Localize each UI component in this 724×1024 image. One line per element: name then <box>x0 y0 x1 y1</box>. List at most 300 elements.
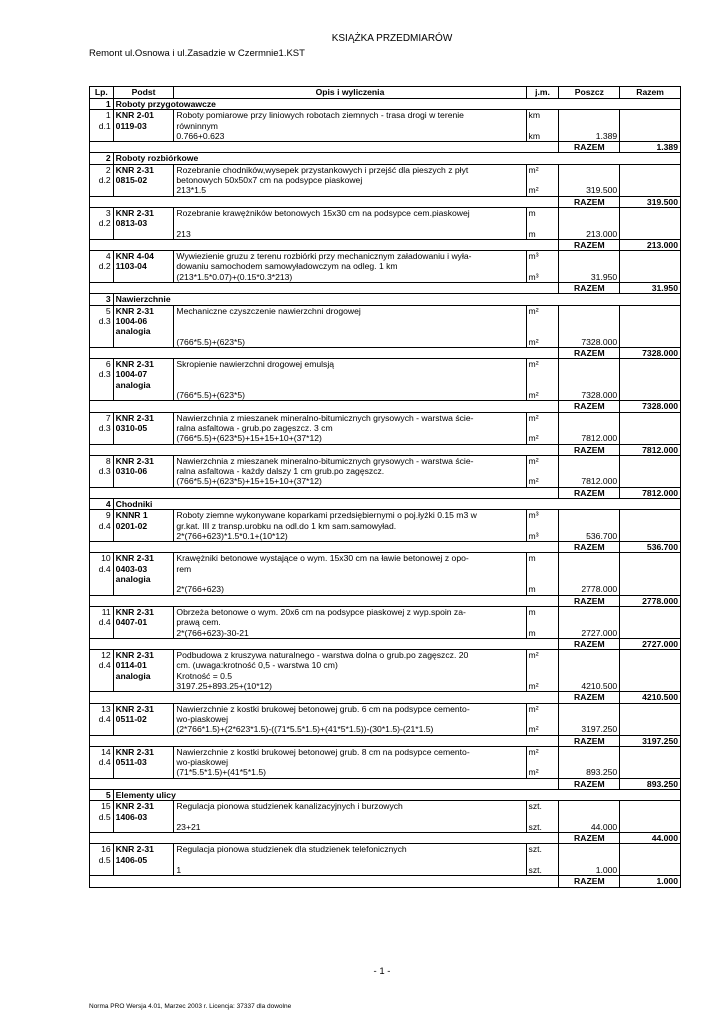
item-unit: m² <box>526 703 559 714</box>
item-calculation: 23+21 <box>174 822 526 833</box>
item-description: Regulacja pionowa studzienek dla studzienek telefonicznych <box>174 844 526 855</box>
cell-empty <box>90 185 114 196</box>
cell-empty <box>620 671 681 681</box>
razem-value: 7328.000 <box>620 401 681 412</box>
table-row <box>90 574 681 584</box>
item-description: Mechaniczne czyszczenie nawierzchni drogowej <box>174 305 526 316</box>
item-number: 1 <box>90 110 114 121</box>
razem-value: 319.500 <box>620 196 681 207</box>
cell-empty <box>90 531 114 542</box>
cell-empty <box>620 229 681 240</box>
item-description: Skropienie nawierzchni drogowej emulsją <box>174 359 526 370</box>
item-dept-ref: d.1 <box>90 121 114 131</box>
cell-empty <box>90 401 559 412</box>
item-unit: m <box>526 553 559 564</box>
item-code: KNR 2-31 <box>113 703 174 714</box>
item-code: 1004-06 <box>113 316 174 326</box>
cell-empty <box>113 185 174 196</box>
razem-label: RAZEM <box>559 542 620 553</box>
item-unit <box>526 175 559 185</box>
item-calc-unit: m³ <box>526 272 559 283</box>
cell-empty <box>559 746 620 757</box>
item-number: 6 <box>90 359 114 370</box>
item-poszcz-value: 1.389 <box>559 131 620 142</box>
item-unit <box>526 326 559 336</box>
razem-value: 1.389 <box>620 142 681 153</box>
table-row <box>90 801 681 812</box>
item-calc-unit: m² <box>526 433 559 444</box>
cell-empty <box>620 650 681 661</box>
table-row <box>90 671 681 681</box>
item-code: 0403-03 <box>113 564 174 574</box>
table-row <box>90 305 681 316</box>
razem-row <box>90 542 681 553</box>
cell-empty <box>90 326 114 336</box>
cell-empty <box>620 359 681 370</box>
document-subtitle: Remont ul.Osnowa i ul.Zasadzie w Czermnie1.KST <box>89 48 305 59</box>
cell-empty <box>620 207 681 218</box>
cell-empty <box>90 876 559 887</box>
item-calc-unit: m² <box>526 681 559 692</box>
cell-empty <box>559 466 620 476</box>
table-header-row <box>90 87 681 99</box>
razem-label: RAZEM <box>559 283 620 294</box>
cell-empty <box>620 724 681 735</box>
calc-row <box>90 681 681 692</box>
cell-empty <box>559 521 620 531</box>
cell-empty <box>620 521 681 531</box>
section-row <box>90 99 681 110</box>
cell-empty <box>620 369 681 379</box>
item-poszcz-value: 1.000 <box>559 865 620 876</box>
item-description: cm. (uwaga:krotność 0,5 - warstwa 10 cm) <box>174 660 526 670</box>
cell-empty <box>559 455 620 466</box>
item-unit: m² <box>526 164 559 175</box>
item-description <box>174 326 526 336</box>
cell-empty <box>559 671 620 681</box>
item-dept-ref: d.3 <box>90 423 114 433</box>
cell-empty <box>90 380 114 390</box>
item-description: Rozebranie chodników,wysepek przystankowych i przejść dla pieszych z płyt <box>174 164 526 175</box>
cell-empty <box>113 628 174 639</box>
razem-label: RAZEM <box>559 487 620 498</box>
item-calculation: (213*1.5*0.07)+(0.15*0.3*213) <box>174 272 526 283</box>
table-row <box>90 606 681 617</box>
item-code: 0114-01 <box>113 660 174 670</box>
item-calculation: (2*766*1.5)+(2*623*1.5)-((71*5.5*1.5)+(41*5*1.5))-(30*1.5)-(21*1.5) <box>174 724 526 735</box>
razem-value: 893.250 <box>620 778 681 789</box>
cell-empty <box>90 833 559 844</box>
table-row <box>90 423 681 433</box>
cell-empty <box>90 433 114 444</box>
razem-value: 7328.000 <box>620 347 681 358</box>
cell-empty <box>90 272 114 283</box>
item-number: 5 <box>90 305 114 316</box>
calc-row <box>90 131 681 142</box>
item-unit <box>526 121 559 131</box>
item-code: 0813-03 <box>113 218 174 228</box>
item-unit <box>526 617 559 627</box>
cell-empty <box>620 628 681 639</box>
item-unit <box>526 660 559 670</box>
calc-row <box>90 531 681 542</box>
item-poszcz-value: 2778.000 <box>559 584 620 595</box>
cell-empty <box>90 778 559 789</box>
cell-empty <box>620 855 681 865</box>
razem-row <box>90 401 681 412</box>
cell-empty <box>90 865 114 876</box>
razem-row <box>90 876 681 887</box>
item-unit <box>526 423 559 433</box>
razem-value: 536.700 <box>620 542 681 553</box>
calc-row <box>90 584 681 595</box>
cell-empty <box>113 724 174 735</box>
cell-empty <box>113 476 174 487</box>
cell-empty <box>559 757 620 767</box>
section-name: Elementy ulicy <box>113 790 680 801</box>
cell-empty <box>620 606 681 617</box>
item-poszcz-value: 7812.000 <box>559 433 620 444</box>
cell-empty <box>113 767 174 778</box>
cell-empty <box>620 175 681 185</box>
item-description <box>174 812 526 822</box>
cell-empty <box>620 131 681 142</box>
item-unit <box>526 671 559 681</box>
section-name: Roboty rozbiórkowe <box>113 153 680 164</box>
item-number: 10 <box>90 553 114 564</box>
razem-value: 7812.000 <box>620 487 681 498</box>
section-number: 1 <box>90 99 114 110</box>
item-unit <box>526 757 559 767</box>
item-code: 1406-03 <box>113 812 174 822</box>
cell-empty <box>559 218 620 228</box>
razem-label: RAZEM <box>559 239 620 250</box>
cell-empty <box>620 767 681 778</box>
col-header-podst: Podst <box>113 87 174 99</box>
table-row <box>90 757 681 767</box>
calc-row <box>90 390 681 401</box>
cell-empty <box>620 660 681 670</box>
cell-empty <box>559 844 620 855</box>
item-calc-unit: m <box>526 584 559 595</box>
cell-empty <box>90 584 114 595</box>
cell-empty <box>90 628 114 639</box>
table-row <box>90 326 681 336</box>
cell-empty <box>90 196 559 207</box>
cell-empty <box>559 574 620 584</box>
razem-row <box>90 595 681 606</box>
item-description: ralna asfaltowa - grub.po zagęszcz. 3 cm <box>174 423 526 433</box>
cell-empty <box>90 574 114 584</box>
item-dept-ref: d.4 <box>90 521 114 531</box>
item-number: 16 <box>90 844 114 855</box>
cell-empty <box>90 131 114 142</box>
cell-empty <box>620 746 681 757</box>
cell-empty <box>559 617 620 627</box>
cell-empty <box>559 326 620 336</box>
item-description: Nawierzchnia z mieszanek mineralno-bitumicznych grysowych - warstwa ście- <box>174 412 526 423</box>
section-number: 2 <box>90 153 114 164</box>
item-description <box>174 218 526 228</box>
item-unit <box>526 855 559 865</box>
item-code: analogia <box>113 574 174 584</box>
table-row <box>90 121 681 131</box>
cell-empty <box>90 487 559 498</box>
item-dept-ref: d.4 <box>90 714 114 724</box>
item-unit <box>526 261 559 271</box>
cell-empty <box>90 476 114 487</box>
item-code: KNR 2-31 <box>113 359 174 370</box>
item-calculation: 3197.25+893.25+(10*12) <box>174 681 526 692</box>
item-description: Regulacja pionowa studzienek kanalizacyjnych i burzowych <box>174 801 526 812</box>
item-unit <box>526 714 559 724</box>
item-code: KNR 2-31 <box>113 207 174 218</box>
col-header-poszcz: Poszcz <box>559 87 620 99</box>
item-code: analogia <box>113 671 174 681</box>
item-poszcz-value: 213.000 <box>559 229 620 240</box>
calc-row <box>90 476 681 487</box>
cell-empty <box>113 681 174 692</box>
razem-row <box>90 196 681 207</box>
razem-value: 44.000 <box>620 833 681 844</box>
item-calc-unit: m² <box>526 185 559 196</box>
table-row <box>90 617 681 627</box>
cell-empty <box>620 865 681 876</box>
col-header-razem: Razem <box>620 87 681 99</box>
cell-empty <box>559 801 620 812</box>
razem-value: 3197.250 <box>620 735 681 746</box>
item-description: Krotność = 0.5 <box>174 671 526 681</box>
item-poszcz-value: 893.250 <box>559 767 620 778</box>
item-description: Podbudowa z kruszywa naturalnego - warstwa dolna o grub.po zagęszcz. 20 <box>174 650 526 661</box>
item-calc-unit: m³ <box>526 531 559 542</box>
section-number: 5 <box>90 790 114 801</box>
cell-empty <box>90 671 114 681</box>
item-calculation: 2*(766+623) <box>174 584 526 595</box>
section-name: Chodniki <box>113 498 680 509</box>
cell-empty <box>559 359 620 370</box>
item-poszcz-value: 7812.000 <box>559 476 620 487</box>
cell-empty <box>90 724 114 735</box>
item-code: analogia <box>113 326 174 336</box>
table-row <box>90 218 681 228</box>
item-number: 12 <box>90 650 114 661</box>
cell-empty <box>620 812 681 822</box>
cell-empty <box>559 650 620 661</box>
item-code: KNR 2-31 <box>113 164 174 175</box>
cell-empty <box>113 822 174 833</box>
item-dept-ref: d.4 <box>90 564 114 574</box>
item-code: 0815-02 <box>113 175 174 185</box>
table-row <box>90 175 681 185</box>
cell-empty <box>620 822 681 833</box>
item-poszcz-value: 7328.000 <box>559 337 620 348</box>
col-header-opis: Opis i wyliczenia <box>174 87 526 99</box>
razem-row <box>90 283 681 294</box>
cell-empty <box>559 703 620 714</box>
cell-empty <box>559 316 620 326</box>
item-unit: szt. <box>526 801 559 812</box>
cell-empty <box>620 326 681 336</box>
razem-row <box>90 735 681 746</box>
razem-label: RAZEM <box>559 833 620 844</box>
calc-row <box>90 767 681 778</box>
table-row <box>90 207 681 218</box>
item-calc-unit: m <box>526 229 559 240</box>
item-calculation: (766*5.5)+(623*5) <box>174 337 526 348</box>
item-calc-unit: szt. <box>526 822 559 833</box>
item-unit: m³ <box>526 510 559 521</box>
item-calculation: 213 <box>174 229 526 240</box>
item-unit <box>526 380 559 390</box>
razem-row <box>90 239 681 250</box>
item-calc-unit: m² <box>526 724 559 735</box>
item-unit <box>526 316 559 326</box>
table-row <box>90 812 681 822</box>
item-description: Nawierzchnie z kostki brukowej betonowej grub. 8 cm na podsypce cemento- <box>174 746 526 757</box>
cell-empty <box>620 553 681 564</box>
table-row <box>90 553 681 564</box>
cell-empty <box>620 844 681 855</box>
item-code: 1406-05 <box>113 855 174 865</box>
item-unit: m² <box>526 650 559 661</box>
item-calculation: (766*5.5)+(623*5)+15+15+10+(37*12) <box>174 433 526 444</box>
item-calc-unit: m² <box>526 476 559 487</box>
section-number: 4 <box>90 498 114 509</box>
item-poszcz-value: 4210.500 <box>559 681 620 692</box>
item-dept-ref: d.5 <box>90 855 114 865</box>
item-code: KNNR 1 <box>113 510 174 521</box>
item-calc-unit: m² <box>526 390 559 401</box>
cell-empty <box>559 380 620 390</box>
cell-empty <box>620 337 681 348</box>
cell-empty <box>620 714 681 724</box>
cell-empty <box>620 110 681 121</box>
item-unit <box>526 466 559 476</box>
item-code: 0119-03 <box>113 121 174 131</box>
table-row <box>90 251 681 262</box>
table-row <box>90 714 681 724</box>
cell-empty <box>113 131 174 142</box>
razem-row <box>90 444 681 455</box>
cell-empty <box>559 251 620 262</box>
cell-empty <box>620 380 681 390</box>
section-number: 3 <box>90 294 114 305</box>
item-unit: m² <box>526 455 559 466</box>
item-code: KNR 2-31 <box>113 801 174 812</box>
item-unit: m <box>526 606 559 617</box>
item-description: Roboty ziemne wykonywane koparkami przedsiębiernymi o poj.łyżki 0.15 m3 w <box>174 510 526 521</box>
cell-empty <box>559 423 620 433</box>
cell-empty <box>559 175 620 185</box>
item-unit: m² <box>526 359 559 370</box>
cell-empty <box>620 412 681 423</box>
item-unit <box>526 564 559 574</box>
item-description: wo-piaskowej <box>174 757 526 767</box>
item-poszcz-value: 319.500 <box>559 185 620 196</box>
calc-row <box>90 185 681 196</box>
cell-empty <box>559 305 620 316</box>
cell-empty <box>620 218 681 228</box>
calc-row <box>90 337 681 348</box>
cell-empty <box>620 305 681 316</box>
item-poszcz-value: 31.950 <box>559 272 620 283</box>
cell-empty <box>90 735 559 746</box>
item-calculation: 2*(766+623)-30-21 <box>174 628 526 639</box>
item-number: 7 <box>90 412 114 423</box>
razem-label: RAZEM <box>559 347 620 358</box>
item-unit: m² <box>526 746 559 757</box>
section-row <box>90 498 681 509</box>
razem-label: RAZEM <box>559 401 620 412</box>
razem-row <box>90 692 681 703</box>
cell-empty <box>90 681 114 692</box>
calc-row <box>90 272 681 283</box>
cell-empty <box>620 272 681 283</box>
razem-row <box>90 778 681 789</box>
razem-label: RAZEM <box>559 444 620 455</box>
item-calc-unit: szt. <box>526 865 559 876</box>
item-dept-ref: d.4 <box>90 660 114 670</box>
table-row <box>90 564 681 574</box>
item-code: KNR 2-31 <box>113 305 174 316</box>
item-unit: szt. <box>526 844 559 855</box>
cell-empty <box>90 542 559 553</box>
cell-empty <box>90 142 559 153</box>
item-number: 14 <box>90 746 114 757</box>
cell-empty <box>620 703 681 714</box>
razem-row <box>90 347 681 358</box>
col-header-jm: j.m. <box>526 87 559 99</box>
cell-empty <box>113 865 174 876</box>
table-row <box>90 110 681 121</box>
cell-empty <box>620 531 681 542</box>
cell-empty <box>113 229 174 240</box>
section-name: Nawierzchnie <box>113 294 680 305</box>
item-code: KNR 2-31 <box>113 553 174 564</box>
razem-row <box>90 487 681 498</box>
cell-empty <box>620 121 681 131</box>
item-unit: m <box>526 207 559 218</box>
razem-label: RAZEM <box>559 638 620 649</box>
item-description: Obrzeża betonowe o wym. 20x6 cm na podsypce piaskowej z wyp.spoin za- <box>174 606 526 617</box>
cell-empty <box>90 347 559 358</box>
cell-empty <box>620 681 681 692</box>
section-row <box>90 790 681 801</box>
cell-empty <box>90 638 559 649</box>
item-description: Rozebranie krawężników betonowych 15x30 cm na podsypce cem.piaskowej <box>174 207 526 218</box>
cell-empty <box>90 229 114 240</box>
cell-empty <box>620 564 681 574</box>
item-code: KNR 2-31 <box>113 844 174 855</box>
item-calculation: 0.766+0.623 <box>174 131 526 142</box>
cell-empty <box>559 855 620 865</box>
cell-empty <box>113 272 174 283</box>
razem-row <box>90 142 681 153</box>
cell-empty <box>620 316 681 326</box>
item-unit: m³ <box>526 251 559 262</box>
item-unit <box>526 218 559 228</box>
cell-empty <box>620 390 681 401</box>
item-code: 0310-06 <box>113 466 174 476</box>
cell-empty <box>113 433 174 444</box>
item-dept-ref: d.5 <box>90 812 114 822</box>
razem-value: 4210.500 <box>620 692 681 703</box>
item-code: 0407-01 <box>113 617 174 627</box>
item-dept-ref: d.3 <box>90 369 114 379</box>
item-number: 2 <box>90 164 114 175</box>
section-row <box>90 294 681 305</box>
